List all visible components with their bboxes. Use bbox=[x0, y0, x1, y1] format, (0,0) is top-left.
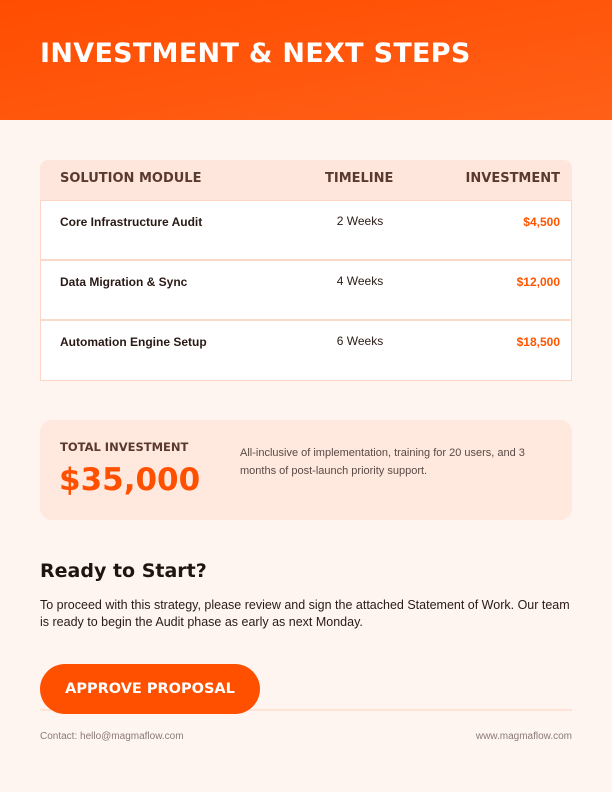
table-body bbox=[40, 200, 572, 381]
module-investment: $4,500 bbox=[523, 215, 560, 229]
cta-title: Ready to Start? bbox=[40, 560, 207, 582]
module-investment: $12,000 bbox=[516, 275, 560, 289]
module-name: Core Infrastructure Audit bbox=[60, 215, 203, 229]
module-name: Data Migration & Sync bbox=[60, 275, 188, 289]
cta-text: To proceed with this strategy, please review and sign the attached Statement of Work. Our team is ready to begin the Audit phase as early as next Monday. bbox=[40, 598, 570, 629]
module-timeline: 4 Weeks bbox=[336, 274, 384, 288]
total-value: $35,000 bbox=[59, 462, 201, 498]
table-row bbox=[41, 261, 571, 321]
table-row bbox=[41, 201, 571, 261]
page-header bbox=[0, 0, 612, 120]
column-header-module: SOLUTION MODULE bbox=[60, 171, 202, 186]
module-timeline: 2 Weeks bbox=[336, 214, 384, 228]
total-description: All-inclusive of implementation, training for 20 users, and 3 months of post-launch priority support. bbox=[240, 447, 525, 477]
page-title: INVESTMENT & NEXT STEPS bbox=[40, 38, 471, 69]
module-name: Automation Engine Setup bbox=[60, 335, 207, 349]
column-header-timeline: TIMELINE bbox=[325, 171, 394, 186]
module-investment: $18,500 bbox=[516, 335, 560, 349]
total-investment-card bbox=[40, 420, 572, 520]
column-header-investment: INVESTMENT bbox=[465, 171, 560, 186]
total-label: TOTAL INVESTMENT bbox=[60, 440, 189, 454]
table-header bbox=[40, 160, 572, 200]
contact-email: Contact: hello@magmaflow.com bbox=[40, 731, 184, 742]
website-link: www.magmaflow.com bbox=[475, 731, 572, 742]
table-row bbox=[41, 321, 571, 380]
investment-table bbox=[40, 160, 572, 381]
approve-proposal-button[interactable]: APPROVE PROPOSAL bbox=[40, 664, 260, 714]
module-timeline: 6 Weeks bbox=[336, 334, 384, 348]
